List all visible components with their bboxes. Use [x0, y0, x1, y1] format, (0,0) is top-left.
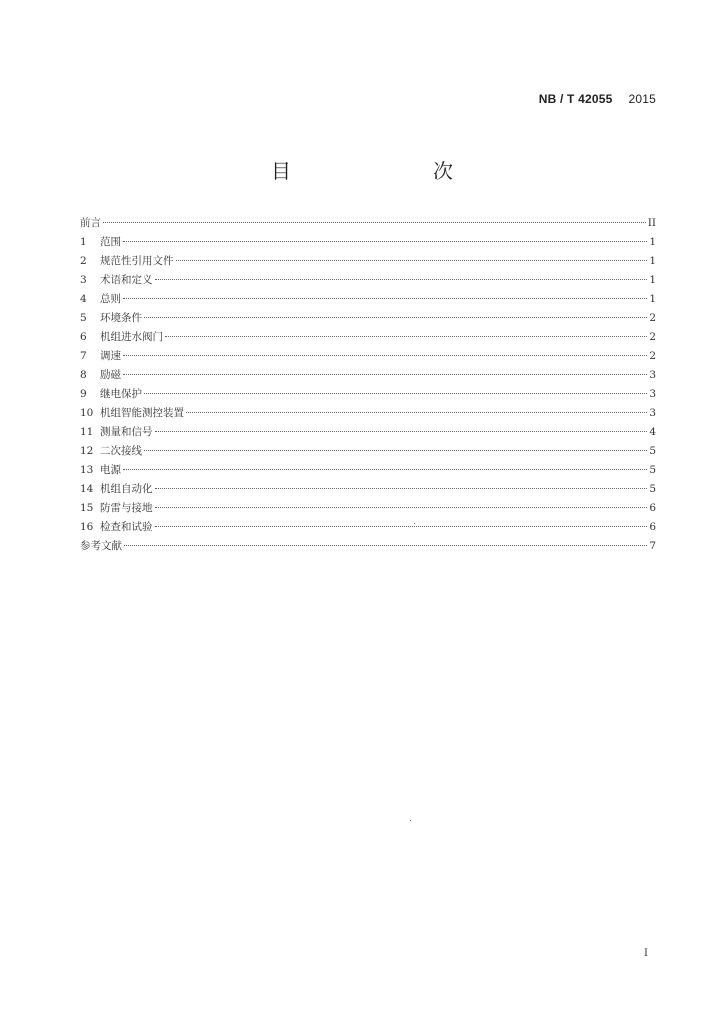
toc-entry-number: 1: [80, 236, 87, 248]
toc-entry[interactable]: [80, 252, 656, 271]
toc-entry[interactable]: [80, 499, 656, 518]
toc-entry-number: 16: [80, 521, 94, 533]
toc-entry-number: 3: [80, 274, 87, 286]
toc-leader-dots: [103, 222, 646, 223]
toc-leader-dots: [123, 298, 647, 299]
toc-leader-dots: [176, 260, 648, 261]
toc-entry-page: 2: [649, 312, 656, 324]
scan-speck: [410, 820, 411, 821]
toc-entry-label: 规范性引用文件: [100, 255, 174, 267]
toc-entry-label: 励磁: [100, 369, 121, 381]
toc-entry-page: 3: [649, 388, 656, 400]
page-number: I: [644, 948, 648, 959]
toc-entry[interactable]: [80, 518, 656, 537]
toc-entry[interactable]: [80, 290, 656, 309]
toc-entry-page: 1: [649, 255, 656, 267]
toc-entry-label: 机组智能测控装置: [100, 407, 184, 419]
standard-code: [539, 92, 656, 106]
toc-entry-label: 范围: [100, 236, 121, 248]
toc-entry-page: II: [647, 217, 656, 229]
toc-entry-page: 6: [649, 521, 656, 533]
table-of-contents: [80, 214, 656, 556]
toc-leader-dots: [123, 241, 647, 242]
toc-entry-number: 7: [80, 350, 87, 362]
standard-year: 2015: [628, 92, 656, 106]
toc-entry-label: 测量和信号: [100, 426, 153, 438]
toc-leader-dots: [144, 450, 647, 451]
toc-entry-number: 8: [80, 369, 87, 381]
toc-entry[interactable]: [80, 461, 656, 480]
toc-entry[interactable]: [80, 385, 656, 404]
toc-title: 目 次: [271, 159, 487, 183]
toc-entry-page: 1: [649, 293, 656, 305]
toc-leader-dots: [124, 545, 647, 546]
toc-entry-page: 5: [649, 483, 656, 495]
toc-entry-page: 4: [649, 426, 656, 438]
toc-entry[interactable]: [80, 423, 656, 442]
toc-entry-number: 11: [80, 426, 94, 438]
toc-entry-label: 机组自动化: [100, 483, 153, 495]
toc-entry[interactable]: [80, 442, 656, 461]
toc-entry-page: 5: [649, 464, 656, 476]
standard-number: NB / T 42055: [538, 92, 613, 106]
toc-entry-page: 6: [649, 502, 656, 514]
toc-entry-label: 防雷与接地: [100, 502, 153, 514]
toc-entry[interactable]: [80, 366, 656, 385]
toc-entry-number: 6: [80, 331, 87, 343]
toc-entry-number: 15: [80, 502, 94, 514]
toc-entry-page: 2: [649, 350, 656, 362]
toc-leader-dots: [155, 507, 648, 508]
toc-entry-label: 参考文献: [80, 540, 122, 552]
toc-entry-page: 7: [649, 540, 656, 552]
toc-entry[interactable]: [80, 309, 656, 328]
toc-entry-page: 2: [649, 331, 656, 343]
toc-leader-dots: [123, 374, 647, 375]
toc-entry[interactable]: [80, 214, 656, 233]
toc-entry-number: 14: [80, 483, 94, 495]
toc-entry-page: 5: [649, 445, 656, 457]
toc-leader-dots: [144, 393, 647, 394]
toc-leader-dots: [123, 469, 647, 470]
toc-leader-dots: [155, 488, 648, 489]
toc-entry-number: 4: [80, 293, 87, 305]
toc-entry-label: 电源: [100, 464, 121, 476]
toc-entry-label: 二次接线: [100, 445, 142, 457]
toc-leader-dots: [155, 279, 648, 280]
toc-leader-dots: [123, 355, 647, 356]
toc-entry-page: 3: [649, 369, 656, 381]
toc-entry-number: 2: [80, 255, 87, 267]
toc-entry-number: 10: [80, 407, 94, 419]
toc-entry[interactable]: [80, 537, 656, 556]
toc-entry-label: 检查和试验: [100, 521, 153, 533]
toc-entry-number: 12: [80, 445, 94, 457]
toc-entry-label: 总则: [100, 293, 121, 305]
toc-entry-label: 机组进水阀门: [100, 331, 163, 343]
toc-entry-label: 环境条件: [100, 312, 142, 324]
toc-entry-page: 1: [649, 236, 656, 248]
toc-entry-number: 9: [80, 388, 87, 400]
toc-entry-number: 5: [80, 312, 87, 324]
toc-entry[interactable]: [80, 233, 656, 252]
toc-entry-label: 前言: [80, 217, 101, 229]
toc-entry[interactable]: [80, 328, 656, 347]
toc-leader-dots: [165, 336, 647, 337]
toc-leader-dots: [144, 317, 647, 318]
toc-entry[interactable]: [80, 347, 656, 366]
scan-speck: [414, 523, 415, 524]
toc-entry-label: 调速: [100, 350, 121, 362]
toc-entry-page: 1: [649, 274, 656, 286]
toc-entry[interactable]: [80, 480, 656, 499]
toc-leader-dots: [186, 412, 647, 413]
toc-entry[interactable]: [80, 271, 656, 290]
toc-leader-dots: [155, 526, 648, 527]
toc-leader-dots: [155, 431, 648, 432]
toc-entry-label: 继电保护: [100, 388, 142, 400]
toc-entry[interactable]: [80, 404, 656, 423]
toc-entry-page: 3: [649, 407, 656, 419]
toc-entry-label: 术语和定义: [100, 274, 153, 286]
toc-entry-number: 13: [80, 464, 94, 476]
